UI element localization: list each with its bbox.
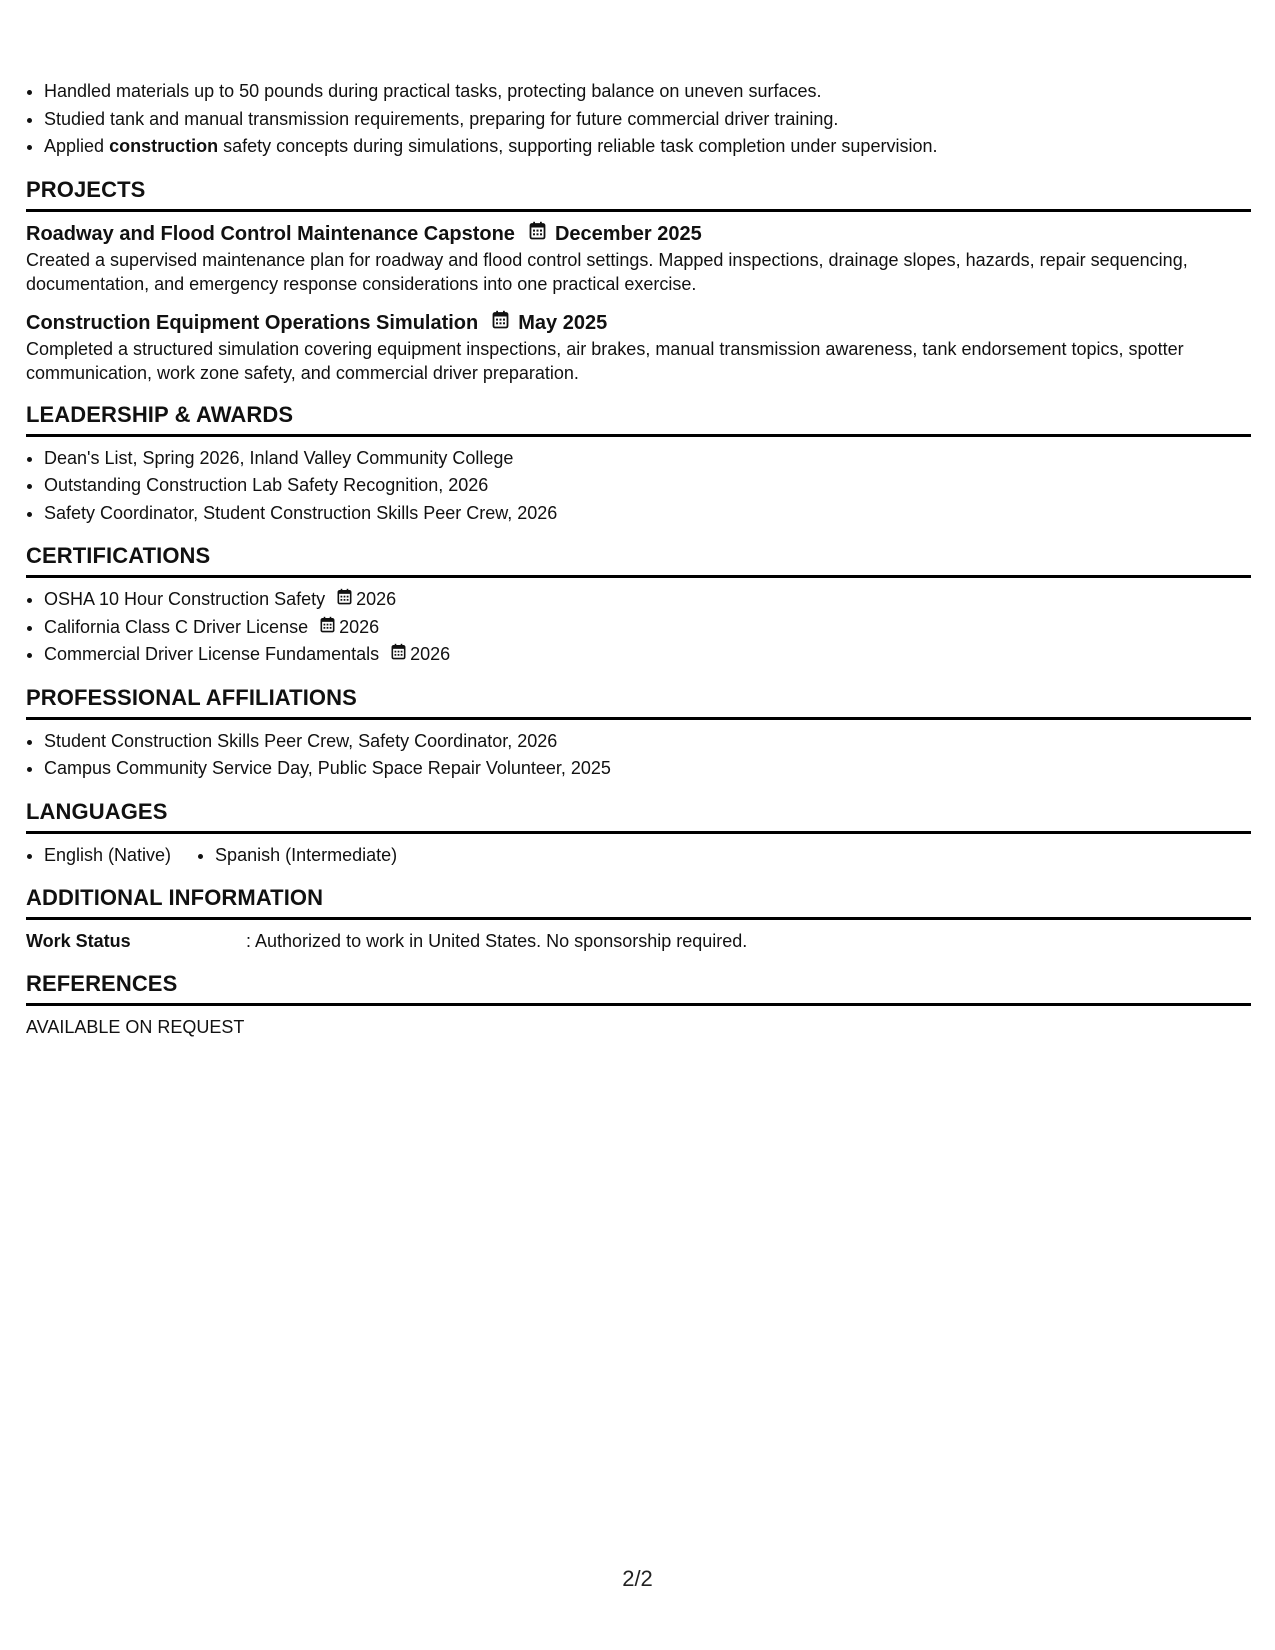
work-status-label: Work Status bbox=[26, 930, 131, 951]
project-description: Created a supervised maintenance plan for roadway and flood control settings. Mapped inspections, drainage slopes, hazards, repair sequencing, documentation, and emergency response considerations into one practical exercise. bbox=[26, 249, 1188, 294]
certifications-section bbox=[26, 539, 1251, 669]
leadership-section bbox=[26, 398, 1251, 528]
list-item: • Spanish (Intermediate) bbox=[215, 842, 397, 869]
certification-name: • OSHA 10 Hour Construction Safety bbox=[44, 589, 326, 609]
project-item bbox=[26, 309, 1251, 386]
list-item bbox=[44, 614, 1251, 642]
list-item: • Student Construction Skills Peer Crew, Safety Coordinator, 2026 bbox=[44, 728, 1251, 756]
list-item: • English (Native) bbox=[44, 842, 171, 869]
leadership-list bbox=[26, 445, 1251, 528]
additional-info-section bbox=[26, 881, 1251, 955]
project-name: Construction Equipment Operations Simulation bbox=[26, 311, 479, 334]
work-status-value: : Authorized to work in United States. No sponsorship required. bbox=[246, 930, 748, 951]
project-date: December 2025 bbox=[554, 222, 702, 245]
references-text: AVAILABLE ON REQUEST bbox=[26, 1016, 245, 1037]
certification-year: 2026 bbox=[410, 644, 451, 664]
list-item: • Applied construction safety concepts during simulations, supporting reliable task completion under supervision. bbox=[44, 133, 1251, 161]
list-item: • Outstanding Construction Lab Safety Recognition, 2026 bbox=[44, 472, 1251, 500]
resume-page bbox=[26, 0, 1251, 1041]
project-name: Roadway and Flood Control Maintenance Capstone bbox=[26, 222, 515, 245]
list-item: • Studied tank and manual transmission requirements, preparing for future commercial driver training. bbox=[44, 106, 1251, 134]
list-item bbox=[44, 641, 1251, 669]
section-title: CERTIFICATIONS bbox=[26, 539, 1251, 578]
project-date: May 2025 bbox=[518, 311, 608, 334]
section-title: PROFESSIONAL AFFILIATIONS bbox=[26, 681, 1251, 720]
project-item bbox=[26, 220, 1251, 297]
section-title: REFERENCES bbox=[26, 967, 1251, 1006]
section-title: LEADERSHIP & AWARDS bbox=[26, 398, 1251, 437]
project-heading bbox=[26, 309, 1251, 337]
certification-name: • Commercial Driver License Fundamentals bbox=[44, 644, 380, 664]
section-title: LANGUAGES bbox=[26, 795, 1251, 834]
calendar-icon bbox=[529, 220, 546, 248]
list-item bbox=[44, 586, 1251, 614]
references-section bbox=[26, 967, 1251, 1041]
affiliations-list bbox=[26, 728, 1251, 783]
certifications-list bbox=[26, 586, 1251, 669]
calendar-icon bbox=[320, 614, 335, 642]
languages-list bbox=[26, 842, 1251, 869]
section-title: ADDITIONAL INFORMATION bbox=[26, 881, 1251, 920]
calendar-icon bbox=[337, 586, 352, 614]
calendar-icon bbox=[492, 309, 509, 337]
list-item: • Dean's List, Spring 2026, Inland Valley Community College bbox=[44, 445, 1251, 473]
affiliations-section bbox=[26, 681, 1251, 783]
certification-name: • California Class C Driver License bbox=[44, 616, 309, 637]
page-number: 2/2 bbox=[622, 1566, 653, 1591]
certification-year: 2026 bbox=[339, 616, 380, 637]
calendar-icon bbox=[391, 641, 406, 669]
work-status-row bbox=[26, 928, 1251, 955]
project-heading bbox=[26, 220, 1251, 248]
languages-section bbox=[26, 795, 1251, 869]
projects-section bbox=[26, 173, 1251, 386]
experience-bullets bbox=[26, 78, 1251, 161]
section-title: PROJECTS bbox=[26, 173, 1251, 212]
project-description: Completed a structured simulation covering equipment inspections, air brakes, manual transmission awareness, tank endorsement topics, spotter communication, work zone safety, and commercial driver preparation. bbox=[26, 338, 1184, 383]
list-item: • Handled materials up to 50 pounds during practical tasks, protecting balance on uneven surfaces. bbox=[44, 78, 1251, 106]
list-item: • Safety Coordinator, Student Construction Skills Peer Crew, 2026 bbox=[44, 500, 1251, 528]
bold-keyword: construction bbox=[109, 136, 219, 156]
certification-year: 2026 bbox=[356, 589, 397, 609]
list-item: • Campus Community Service Day, Public Space Repair Volunteer, 2025 bbox=[44, 755, 1251, 783]
